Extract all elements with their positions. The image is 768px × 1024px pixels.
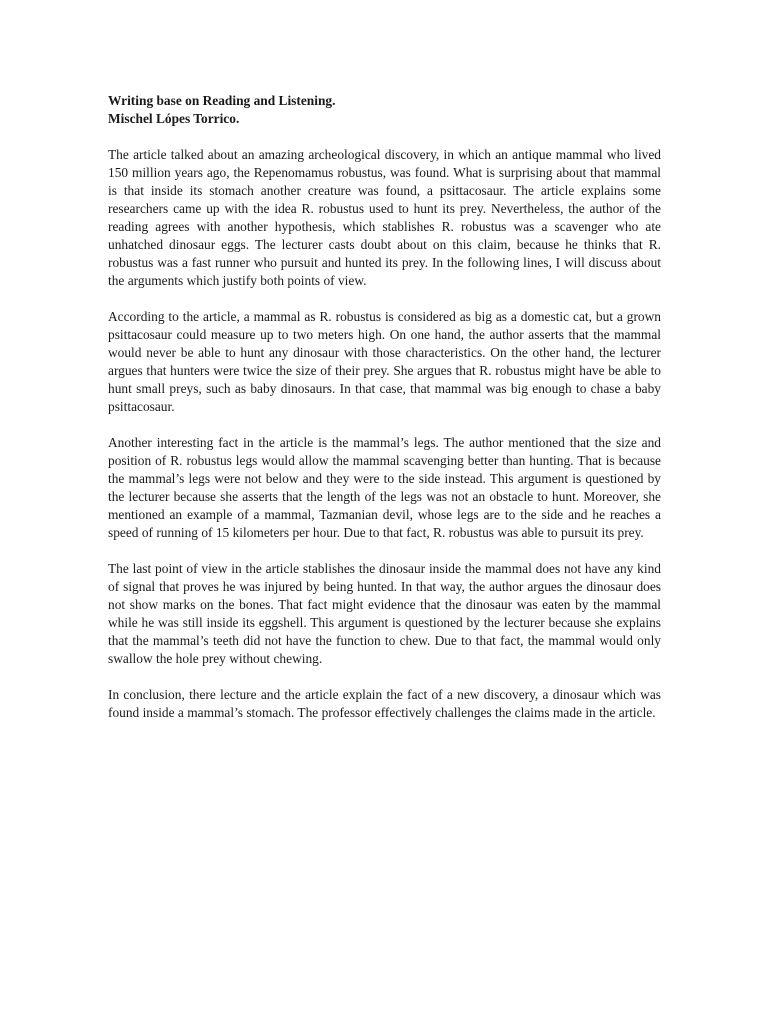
document-page — [108, 92, 661, 740]
paragraph-legs-argument: Another interesting fact in the article is the mammal’s legs. The author mentioned that the size and position of R. robustus legs would allow the mammal scavenging better than hunting. That is because the mammal’s legs were not below and they were to the side instead. This argument is questioned by the lecturer because she asserts that the length of the legs was not an obstacle to hunt. Moreover, she mentioned an example of a mammal, Tazmanian devil, whose legs are to the side and he reaches a speed of running of 15 kilometers per hour. Due to that fact, R. robustus was able to pursuit its prey. — [108, 435, 661, 540]
document-title: Writing base on Reading and Listening. — [108, 93, 336, 108]
paragraph-bones-argument: The last point of view in the article stablishes the dinosaur inside the mammal does not have any kind of signal that proves he was injured by being hunted. In that way, the author argues the dinosaur does not show marks on the bones. That fact might evidence that the dinosaur was eaten by the mammal while he was still inside its eggshell. This argument is questioned by the lecturer because she explains that the mammal’s teeth did not have the function to chew. Due to that fact, the mammal would only swallow the hole prey without chewing. — [108, 561, 661, 666]
document-author: Mischel Lópes Torrico. — [108, 111, 240, 126]
document-header — [108, 92, 661, 128]
paragraph-size-argument: According to the article, a mammal as R. robustus is considered as big as a domestic cat, but a grown psittacosaur could measure up to two meters high. On one hand, the author asserts that the mammal would never be able to hunt any dinosaur with those characteristics. On the other hand, the lecturer argues that hunters were twice the size of their prey. She argues that R. robustus might have be able to hunt small preys, such as baby dinosaurs. In that case, that mammal was big enough to chase a baby psittacosaur. — [108, 309, 661, 414]
paragraph-conclusion: In conclusion, there lecture and the article explain the fact of a new discovery, a dinosaur which was found inside a mammal’s stomach. The professor effectively challenges the claims made in the article. — [108, 687, 661, 720]
paragraph-introduction: The article talked about an amazing archeological discovery, in which an antique mammal who lived 150 million years ago, the Repenomamus robustus, was found. What is surprising about that mammal is that inside its stomach another creature was found, a psittacosaur. The article explains some researchers came up with the idea R. robustus used to hunt its prey. Nevertheless, the author of the reading agrees with another hypothesis, which stablishes R. robustus was a scavenger who ate unhatched dinosaur eggs. The lecturer casts doubt about on this claim, because he thinks that R. robustus was a fast runner who pursuit and hunted its prey. In the following lines, I will discuss about the arguments which justify both points of view. — [108, 147, 661, 288]
